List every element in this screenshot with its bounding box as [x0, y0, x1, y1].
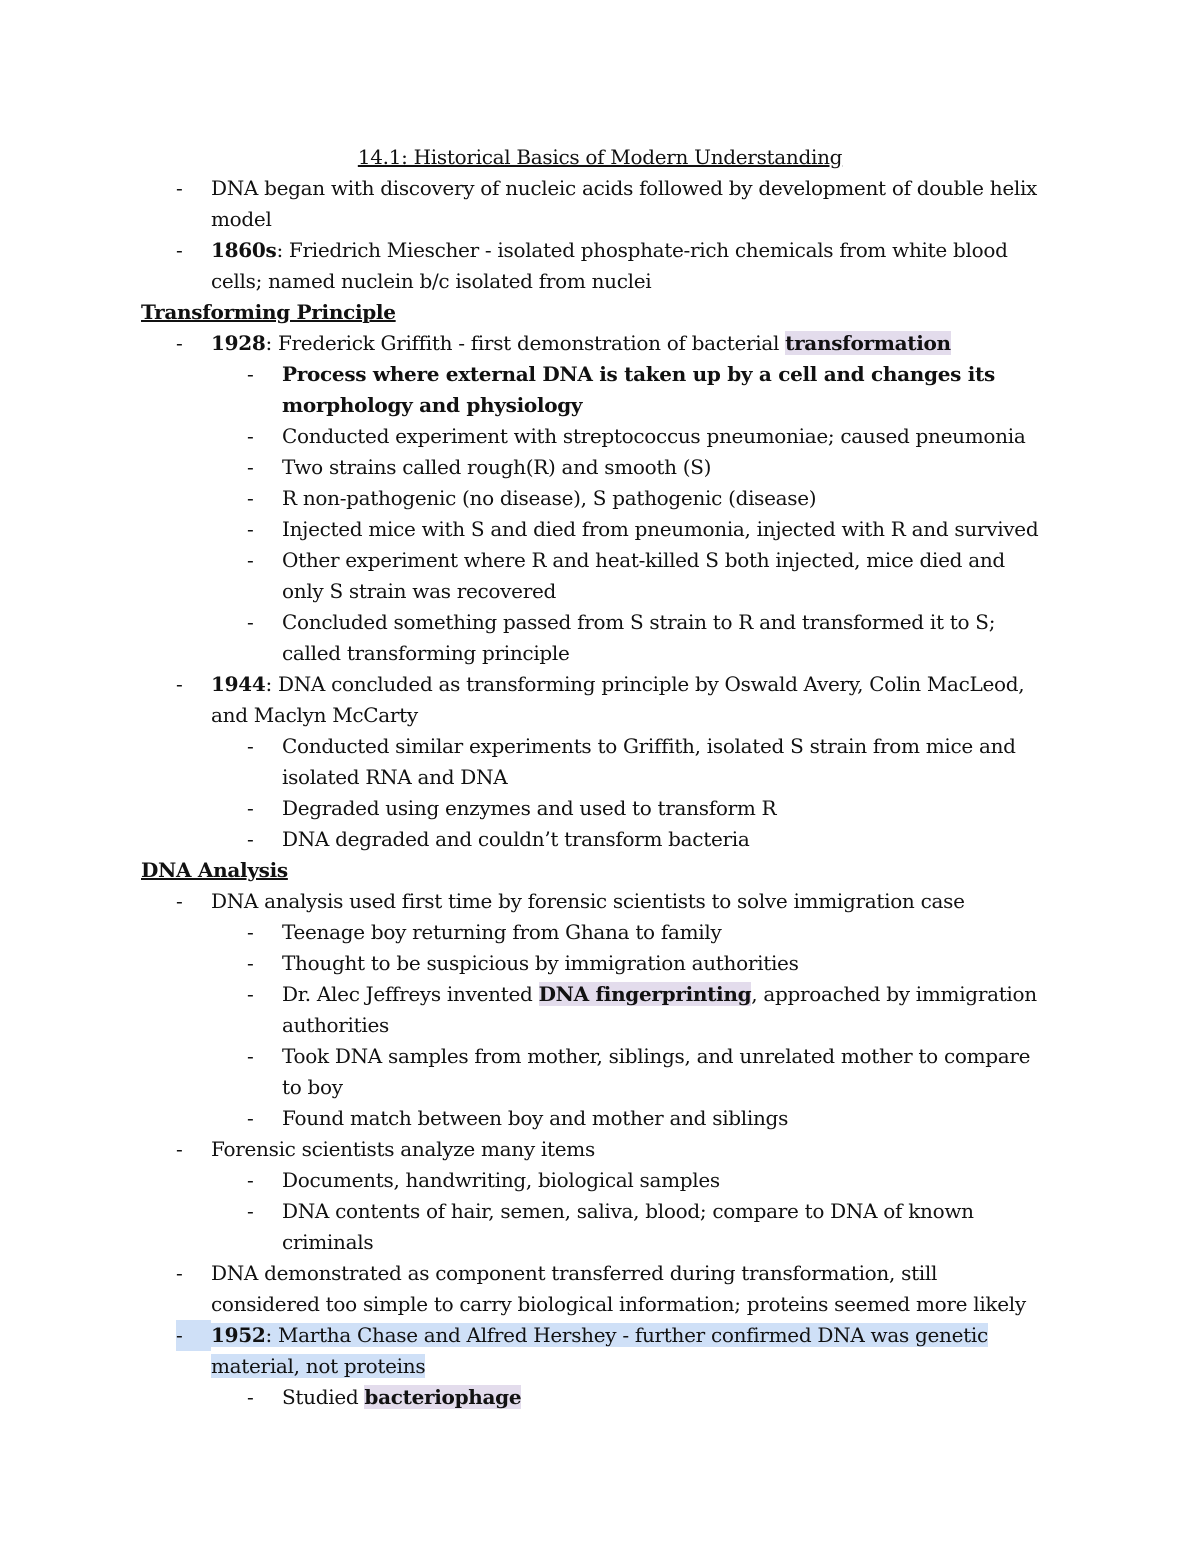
document-body	[0, 173, 1200, 1413]
sub-list-item: - Conducted experiment with streptococcus pneumoniae; caused pneumonia	[0, 421, 1052, 452]
highlighted-term: DNA fingerprinting	[538, 982, 752, 1006]
bullet-dash: -	[247, 455, 254, 479]
bullet-dash: -	[247, 1168, 254, 1192]
bullet-dash: -	[247, 1199, 254, 1223]
bullet-dash: -	[247, 734, 254, 758]
bullet-dash: -	[247, 951, 254, 975]
bullet-dash: -	[176, 1137, 183, 1161]
bullet-dash: -	[176, 238, 183, 262]
bullet-dash: -	[247, 982, 254, 1006]
bullet-dash: -	[247, 548, 254, 572]
bullet-dash: -	[176, 1261, 183, 1285]
highlighted-term: bacteriophage	[364, 1385, 522, 1409]
section-heading-dna-analysis: DNA Analysis	[141, 858, 288, 882]
sub-list-item: - Studied bacteriophage	[0, 1382, 1052, 1413]
sub-list-item: - Found match between boy and mother and siblings	[0, 1103, 1052, 1134]
bullet-dash: -	[247, 486, 254, 510]
sub-list-item: - Thought to be suspicious by immigration authorities	[0, 948, 1052, 979]
list-item: - DNA analysis used first time by forensic scientists to solve immigration case	[0, 886, 1051, 917]
bullet-dash: -	[247, 517, 254, 541]
bullet-dash: -	[247, 1106, 254, 1130]
sub-list-item: - Process where external DNA is taken up by a cell and changes its morphology and physiology	[0, 359, 1052, 421]
bullet-dash: -	[176, 331, 183, 355]
list-item: - Forensic scientists analyze many items	[0, 1134, 1051, 1165]
year-label: 1860s	[211, 238, 277, 262]
sub-list-item: - Injected mice with S and died from pneumonia, injected with R and survived	[0, 514, 1052, 545]
sub-list-item: - Two strains called rough(R) and smooth (S)	[0, 452, 1052, 483]
sub-list-item: - Concluded something passed from S strain to R and transformed it to S; called transforming principle	[0, 607, 1052, 669]
sub-list-item: - Degraded using enzymes and used to transform R	[0, 793, 1052, 824]
bullet-dash: -	[247, 827, 254, 851]
sub-list-item: - Took DNA samples from mother, siblings, and unrelated mother to compare to boy	[0, 1041, 1052, 1103]
sub-list-item: - Teenage boy returning from Ghana to family	[0, 917, 1052, 948]
sub-list-item: - Other experiment where R and heat-killed S both injected, mice died and only S strain was recovered	[0, 545, 1052, 607]
sub-list-item: - Dr. Alec Jeffreys invented DNA fingerprinting, approached by immigration authorities	[0, 979, 1052, 1041]
bullet-dash: -	[247, 424, 254, 448]
year-label: 1952	[211, 1323, 266, 1347]
bullet-dash: -	[176, 889, 183, 913]
section-heading-transforming-principle: Transforming Principle	[141, 300, 396, 324]
sub-list-item: - Conducted similar experiments to Griffith, isolated S strain from mice and isolated RNA and DNA	[0, 731, 1052, 793]
list-item: - 1860s: Friedrich Miescher - isolated phosphate-rich chemicals from white blood cells; named nuclein b/c isolated from nuclei	[0, 235, 1051, 297]
bullet-dash: -	[247, 610, 254, 634]
list-item: - DNA began with discovery of nucleic acids followed by development of double helix model	[0, 173, 1051, 235]
bullet-dash: -	[247, 1044, 254, 1068]
list-item: - 1928: Frederick Griffith - first demonstration of bacterial transformation	[0, 328, 1051, 359]
year-label: 1944	[211, 672, 266, 696]
list-item-highlighted	[0, 1320, 1051, 1382]
sub-list-item: - R non-pathogenic (no disease), S pathogenic (disease)	[0, 483, 1052, 514]
sub-list-item: - DNA contents of hair, semen, saliva, blood; compare to DNA of known criminals	[0, 1196, 1052, 1258]
highlighted-line: 1952: Martha Chase and Alfred Hershey - further confirmed DNA was genetic material, not proteins	[211, 1323, 988, 1378]
highlighted-term: transformation	[785, 331, 951, 355]
bullet-dash: -	[247, 362, 254, 386]
list-item: - 1944: DNA concluded as transforming principle by Oswald Avery, Colin MacLeod, and Maclyn McCarty	[0, 669, 1051, 731]
sub-list-item: - DNA degraded and couldn’t transform bacteria	[0, 824, 1052, 855]
bullet-dash: -	[247, 920, 254, 944]
bullet-dash: -	[247, 1385, 254, 1409]
sub-list-item: - Documents, handwriting, biological samples	[0, 1165, 1052, 1196]
year-label: 1928	[211, 331, 266, 355]
page-title: 14.1: Historical Basics of Modern Understanding	[357, 145, 843, 169]
bullet-dash: -	[176, 672, 183, 696]
bullet-dash: -	[247, 796, 254, 820]
bullet-dash: -	[176, 1323, 183, 1347]
list-item: - DNA demonstrated as component transferred during transformation, still considered too simple to carry biological information; proteins seemed more likely	[0, 1258, 1051, 1320]
bullet-dash: -	[176, 176, 183, 200]
